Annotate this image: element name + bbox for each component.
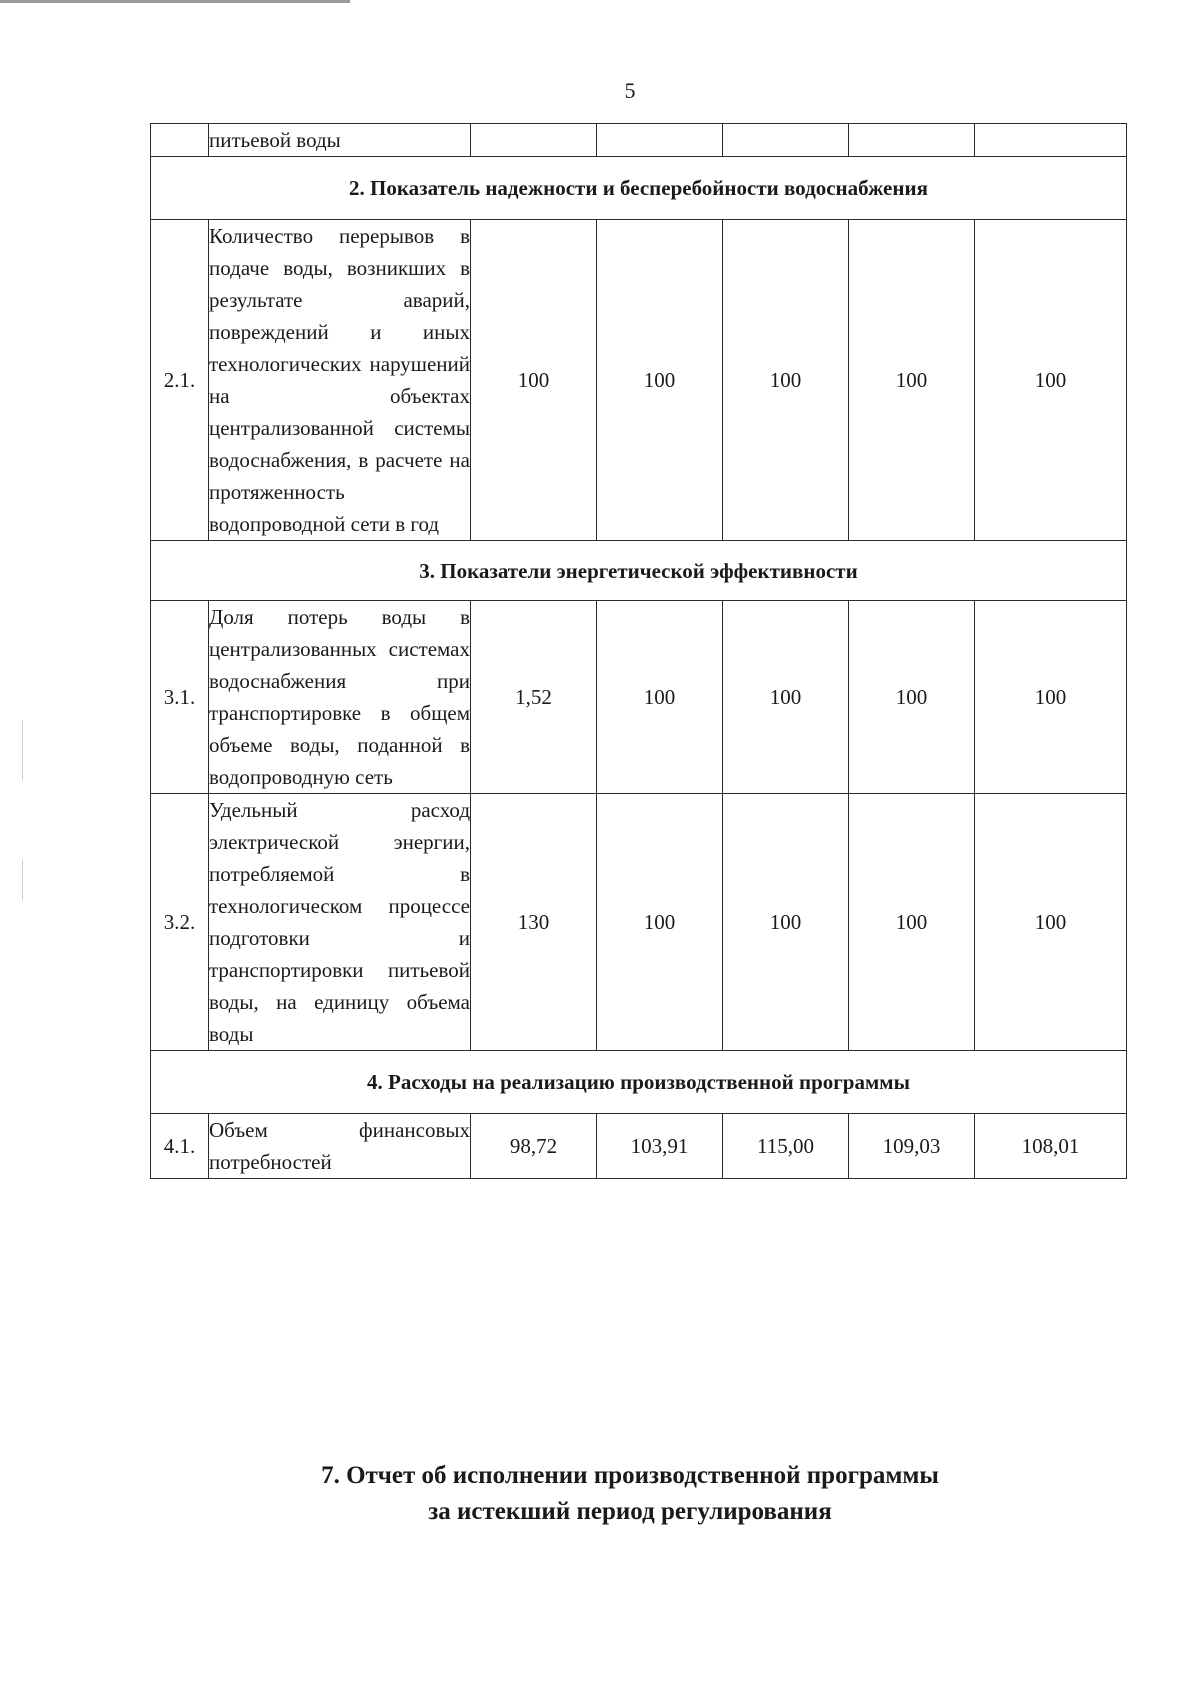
value-cell: 115,00 <box>723 1114 849 1179</box>
value-cell: 100 <box>975 794 1127 1051</box>
table-row <box>151 220 1127 541</box>
value-cell: 100 <box>597 794 723 1051</box>
value-cell: 108,01 <box>975 1114 1127 1179</box>
scan-margin-mark <box>22 720 23 780</box>
value-cell: 130 <box>471 794 597 1051</box>
row-number: 4.1. <box>151 1114 209 1179</box>
scan-edge-line <box>0 0 350 3</box>
page-number: 5 <box>624 78 636 103</box>
indicator-name: питьевой воды <box>209 124 471 157</box>
section-title: 2. Показатель надежности и бесперебойности водоснабжения <box>151 157 1127 220</box>
value-cell: 1,52 <box>471 601 597 794</box>
value-cell: 103,91 <box>597 1114 723 1179</box>
indicators-table <box>150 123 1127 1179</box>
section-header-row <box>151 541 1127 601</box>
row-number: 3.1. <box>151 601 209 794</box>
table-row <box>151 794 1127 1051</box>
scan-margin-mark <box>22 860 23 900</box>
indicator-name: Объем финансовых потребностей <box>209 1114 471 1179</box>
value-cell: 100 <box>723 794 849 1051</box>
indicator-name: Количество перерывов в подаче воды, возникших в результате аварий, повреждений и иных технологических нарушений на объектах централизованной системы водоснабжения, в расчете на протяженность водопроводной сети в год <box>209 220 471 541</box>
value-cell: 98,72 <box>471 1114 597 1179</box>
value-cell: 109,03 <box>849 1114 975 1179</box>
table-row <box>151 601 1127 794</box>
section-7-heading <box>0 1458 1200 1530</box>
value-cell: 100 <box>975 601 1127 794</box>
indicator-name: Доля потерь воды в централизованных системах водоснабжения при транспортировке в общем объеме воды, поданной в водопроводную сеть <box>209 601 471 794</box>
value-cell: 100 <box>849 220 975 541</box>
row-number <box>151 124 209 157</box>
heading-line: 7. Отчет об исполнении производственной программы <box>321 1462 939 1489</box>
value-cell <box>471 124 597 157</box>
section-header-row <box>151 1051 1127 1114</box>
value-cell <box>849 124 975 157</box>
indicator-name: Удельный расход электрической энергии, потребляемой в технологическом процессе подготовки и транспортировки питьевой воды, на единицу объема воды <box>209 794 471 1051</box>
row-number: 2.1. <box>151 220 209 541</box>
section-header-row <box>151 157 1127 220</box>
value-cell: 100 <box>723 601 849 794</box>
value-cell: 100 <box>597 601 723 794</box>
table-row <box>151 1114 1127 1179</box>
value-cell: 100 <box>597 220 723 541</box>
heading-line: за истекший период регулирования <box>428 1498 832 1525</box>
value-cell <box>597 124 723 157</box>
value-cell <box>975 124 1127 157</box>
row-number: 3.2. <box>151 794 209 1051</box>
table-row <box>151 124 1127 157</box>
value-cell: 100 <box>849 601 975 794</box>
value-cell <box>723 124 849 157</box>
value-cell: 100 <box>471 220 597 541</box>
section-title: 3. Показатели энергетической эффективности <box>151 541 1127 601</box>
value-cell: 100 <box>723 220 849 541</box>
value-cell: 100 <box>849 794 975 1051</box>
value-cell: 100 <box>975 220 1127 541</box>
section-title: 4. Расходы на реализацию производственной программы <box>151 1051 1127 1114</box>
